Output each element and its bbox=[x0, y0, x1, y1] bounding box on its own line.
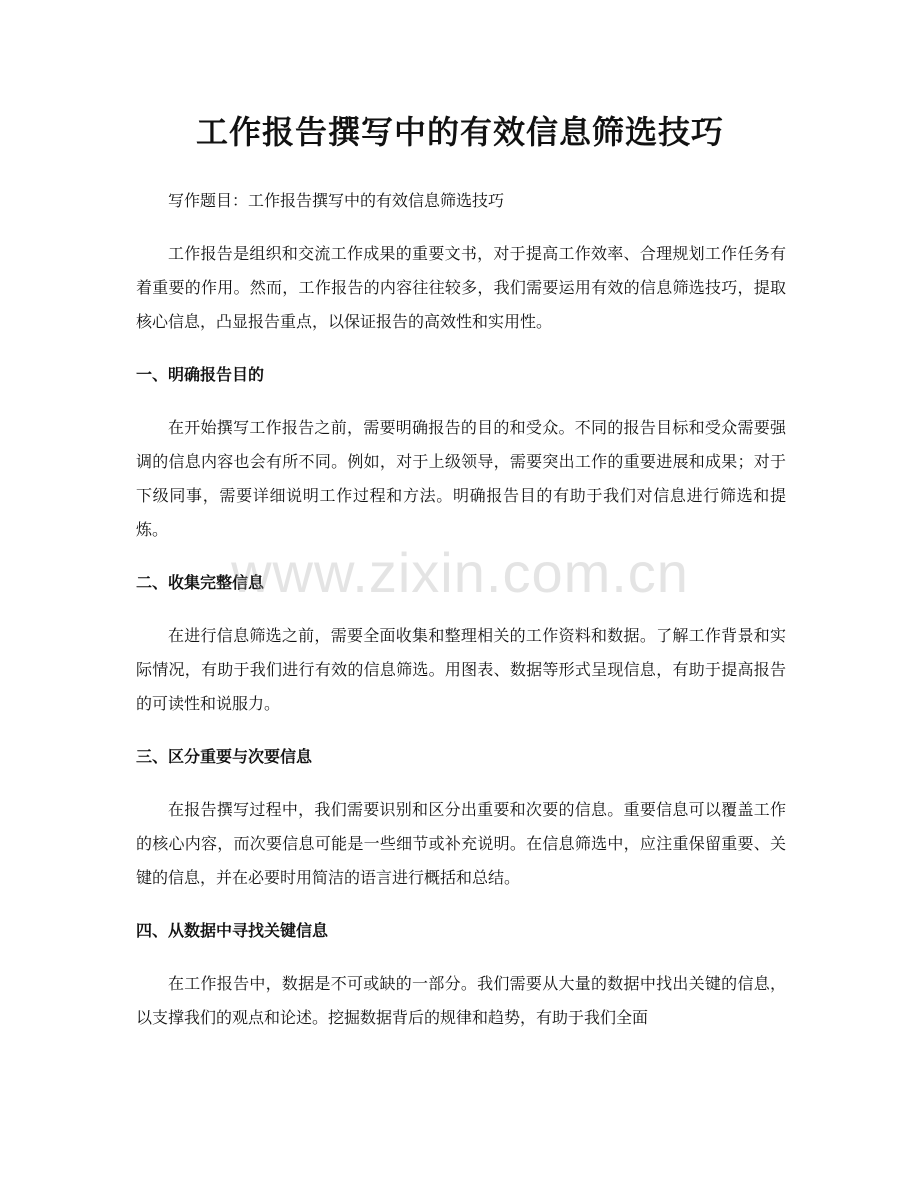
document-title: 工作报告撰写中的有效信息筛选技巧 bbox=[195, 113, 724, 151]
section-2-heading: 二、收集完整信息 bbox=[136, 573, 265, 592]
section-3-heading: 三、区分重要与次要信息 bbox=[136, 747, 313, 766]
section-4-paragraph: 在工作报告中，数据是不可或缺的一部分。我们需要从大量的数据中找出关键的信息，以支撑我们的观点和论述。挖掘数据背后的规律和趋势，有助于我们全面 bbox=[136, 974, 786, 1027]
section-2-paragraph: 在进行信息筛选之前，需要全面收集和整理相关的工作资料和数据。了解工作背景和实际情况，有助于我们进行有效的信息筛选。用图表、数据等形式呈现信息，有助于提高报告的可读性和说服力。 bbox=[136, 626, 786, 713]
section-4-heading: 四、从数据中寻找关键信息 bbox=[136, 921, 329, 940]
document-subject: 写作题目：工作报告撰写中的有效信息筛选技巧 bbox=[168, 191, 505, 210]
section-1-heading: 一、明确报告目的 bbox=[136, 365, 265, 384]
watermark: www.zixin.com.cn bbox=[231, 541, 689, 604]
document-body bbox=[136, 184, 786, 1054]
section-3-paragraph: 在报告撰写过程中，我们需要识别和区分出重要和次要的信息。重要信息可以覆盖工作的核心内容，而次要信息可能是一些细节或补充说明。在信息筛选中，应注重保留重要、关键的信息，并在必要时用简洁的语言进行概括和总结。 bbox=[136, 800, 786, 887]
section-1-paragraph: 在开始撰写工作报告之前，需要明确报告的目的和受众。不同的报告目标和受众需要强调的信息内容也会有所不同。例如，对于上级领导，需要突出工作的重要进展和成果；对于下级同事，需要详细说明工作过程和方法。明确报告目的有助于我们对信息进行筛选和提炼。 bbox=[136, 418, 786, 539]
intro-paragraph: 工作报告是组织和交流工作成果的重要文书，对于提高工作效率、合理规划工作任务有着重要的作用。然而，工作报告的内容往往较多，我们需要运用有效的信息筛选技巧，提取核心信息，凸显报告重点，以保证报告的高效性和实用性。 bbox=[136, 244, 786, 331]
